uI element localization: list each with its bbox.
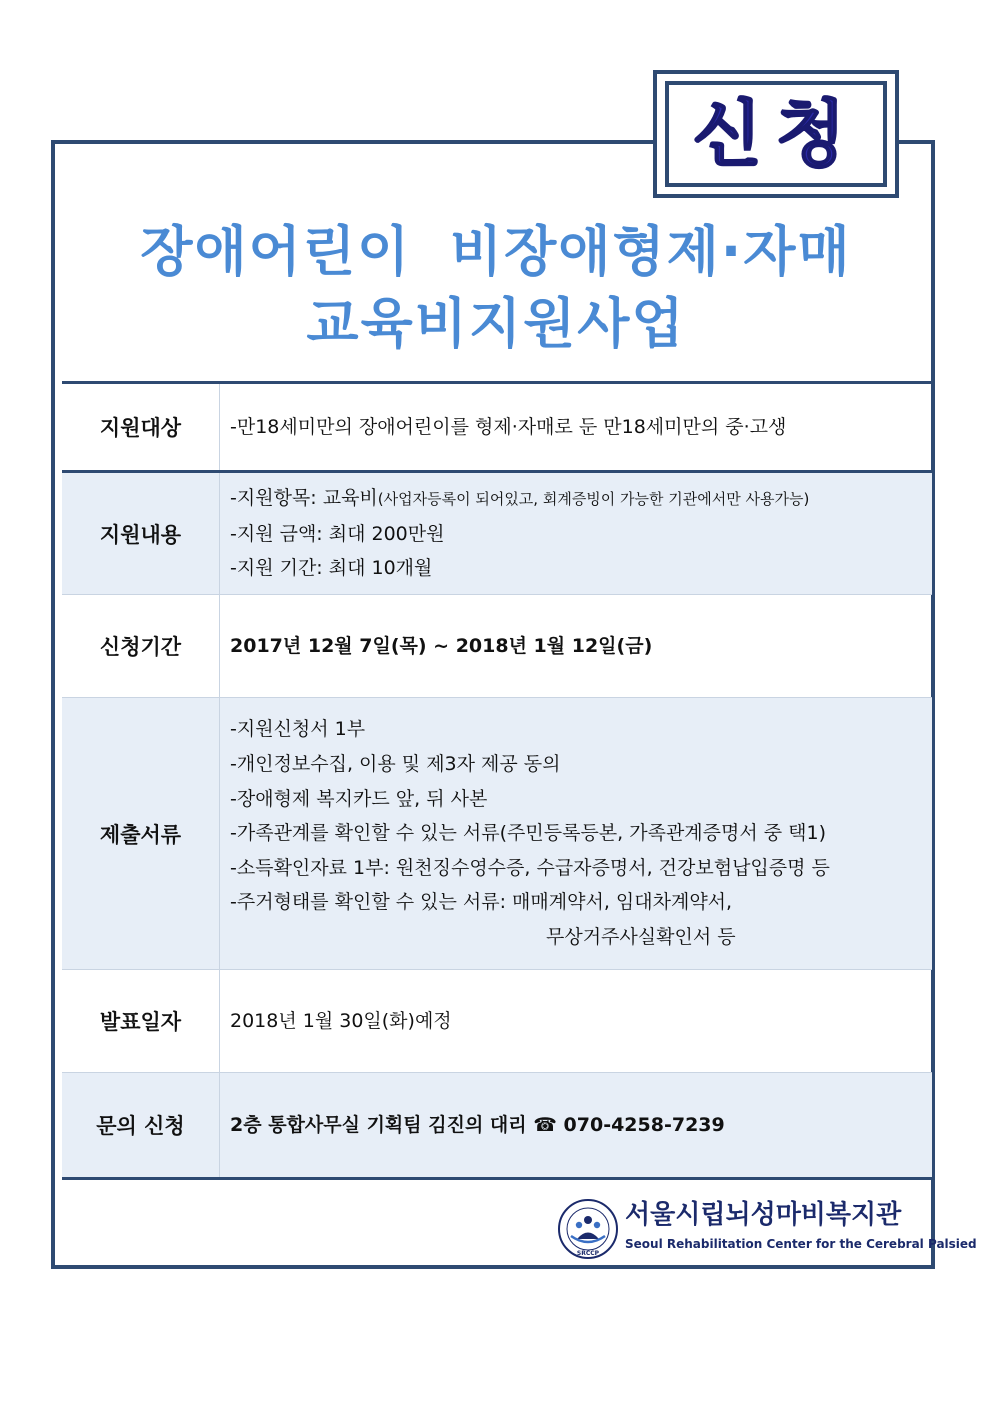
row-label: 제출서류 (62, 698, 220, 969)
value-line: -소득확인자료 1부: 원천징수영수증, 수급자증명서, 건강보험납입증명 등 (230, 856, 830, 879)
value-line (230, 481, 932, 517)
value-line: -주거형태를 확인할 수 있는 서류: 매매계약서, 임대차계약서, (230, 891, 733, 914)
value-line: -만18세미만의 장애어린이를 형제·자매로 둔 만18세미만의 중·고생 (230, 415, 787, 438)
application-badge-inner (665, 81, 887, 187)
organization-name-kr: 서울시립뇌성마비복지관 (625, 1200, 902, 1230)
row-content (62, 473, 932, 595)
badge-text: 신청 (692, 92, 860, 176)
value-line: 2018년 1월 30일(화)예정 (230, 1009, 452, 1032)
row-value (220, 1073, 932, 1177)
application-badge (653, 70, 899, 198)
info-table (62, 381, 932, 1180)
value-line: 무상거주사실확인서 등 (546, 925, 736, 948)
value-line: -가족관계를 확인할 수 있는 서류(주민등록등본, 가족관계증명서 중 택1) (230, 822, 826, 845)
row-target (62, 384, 932, 473)
value-line: -지원 금액: 최대 200만원 (230, 522, 445, 545)
row-value (220, 384, 932, 470)
row-label: 문의 신청 (62, 1073, 220, 1177)
item-note: (사업자등록이 되어있고, 회계증빙이 가능한 기관에서만 사용가능) (377, 490, 810, 509)
row-documents (62, 698, 932, 970)
seal-icon (557, 1198, 619, 1260)
title-line-1: 장애어린이 비장애형제·자매 (140, 220, 852, 283)
value-line: -개인정보수집, 이용 및 제3자 제공 동의 (230, 753, 561, 776)
row-value (220, 970, 932, 1072)
row-label: 지원대상 (62, 384, 220, 470)
row-contact (62, 1073, 932, 1177)
value-line: -지원신청서 1부 (230, 718, 366, 741)
seal-text: SRCCP (576, 1250, 600, 1257)
row-announcement (62, 970, 932, 1073)
title-line-2: 교육비지원사업 (306, 292, 686, 355)
value-line: -장애형제 복지카드 앞, 뒤 사본 (230, 787, 488, 810)
item-main: -지원항목: 교육비 (230, 487, 378, 510)
value-line: 2017년 12월 7일(목) ~ 2018년 1월 12일(금) (230, 634, 653, 657)
row-label: 지원내용 (62, 473, 220, 594)
value-line: -지원 기간: 최대 10개월 (230, 557, 433, 580)
organization-name-en: Seoul Rehabilitation Center for the Cerebral Palsied (625, 1237, 977, 1251)
row-value (220, 698, 932, 969)
organization-logo (557, 1198, 977, 1260)
value-line: 2층 통합사무실 기획팀 김진의 대리 ☎ 070-4258-7239 (230, 1113, 725, 1136)
row-period (62, 595, 932, 698)
row-label: 신청기간 (62, 595, 220, 697)
row-label: 발표일자 (62, 970, 220, 1072)
row-value (220, 473, 932, 594)
row-value (220, 595, 932, 697)
